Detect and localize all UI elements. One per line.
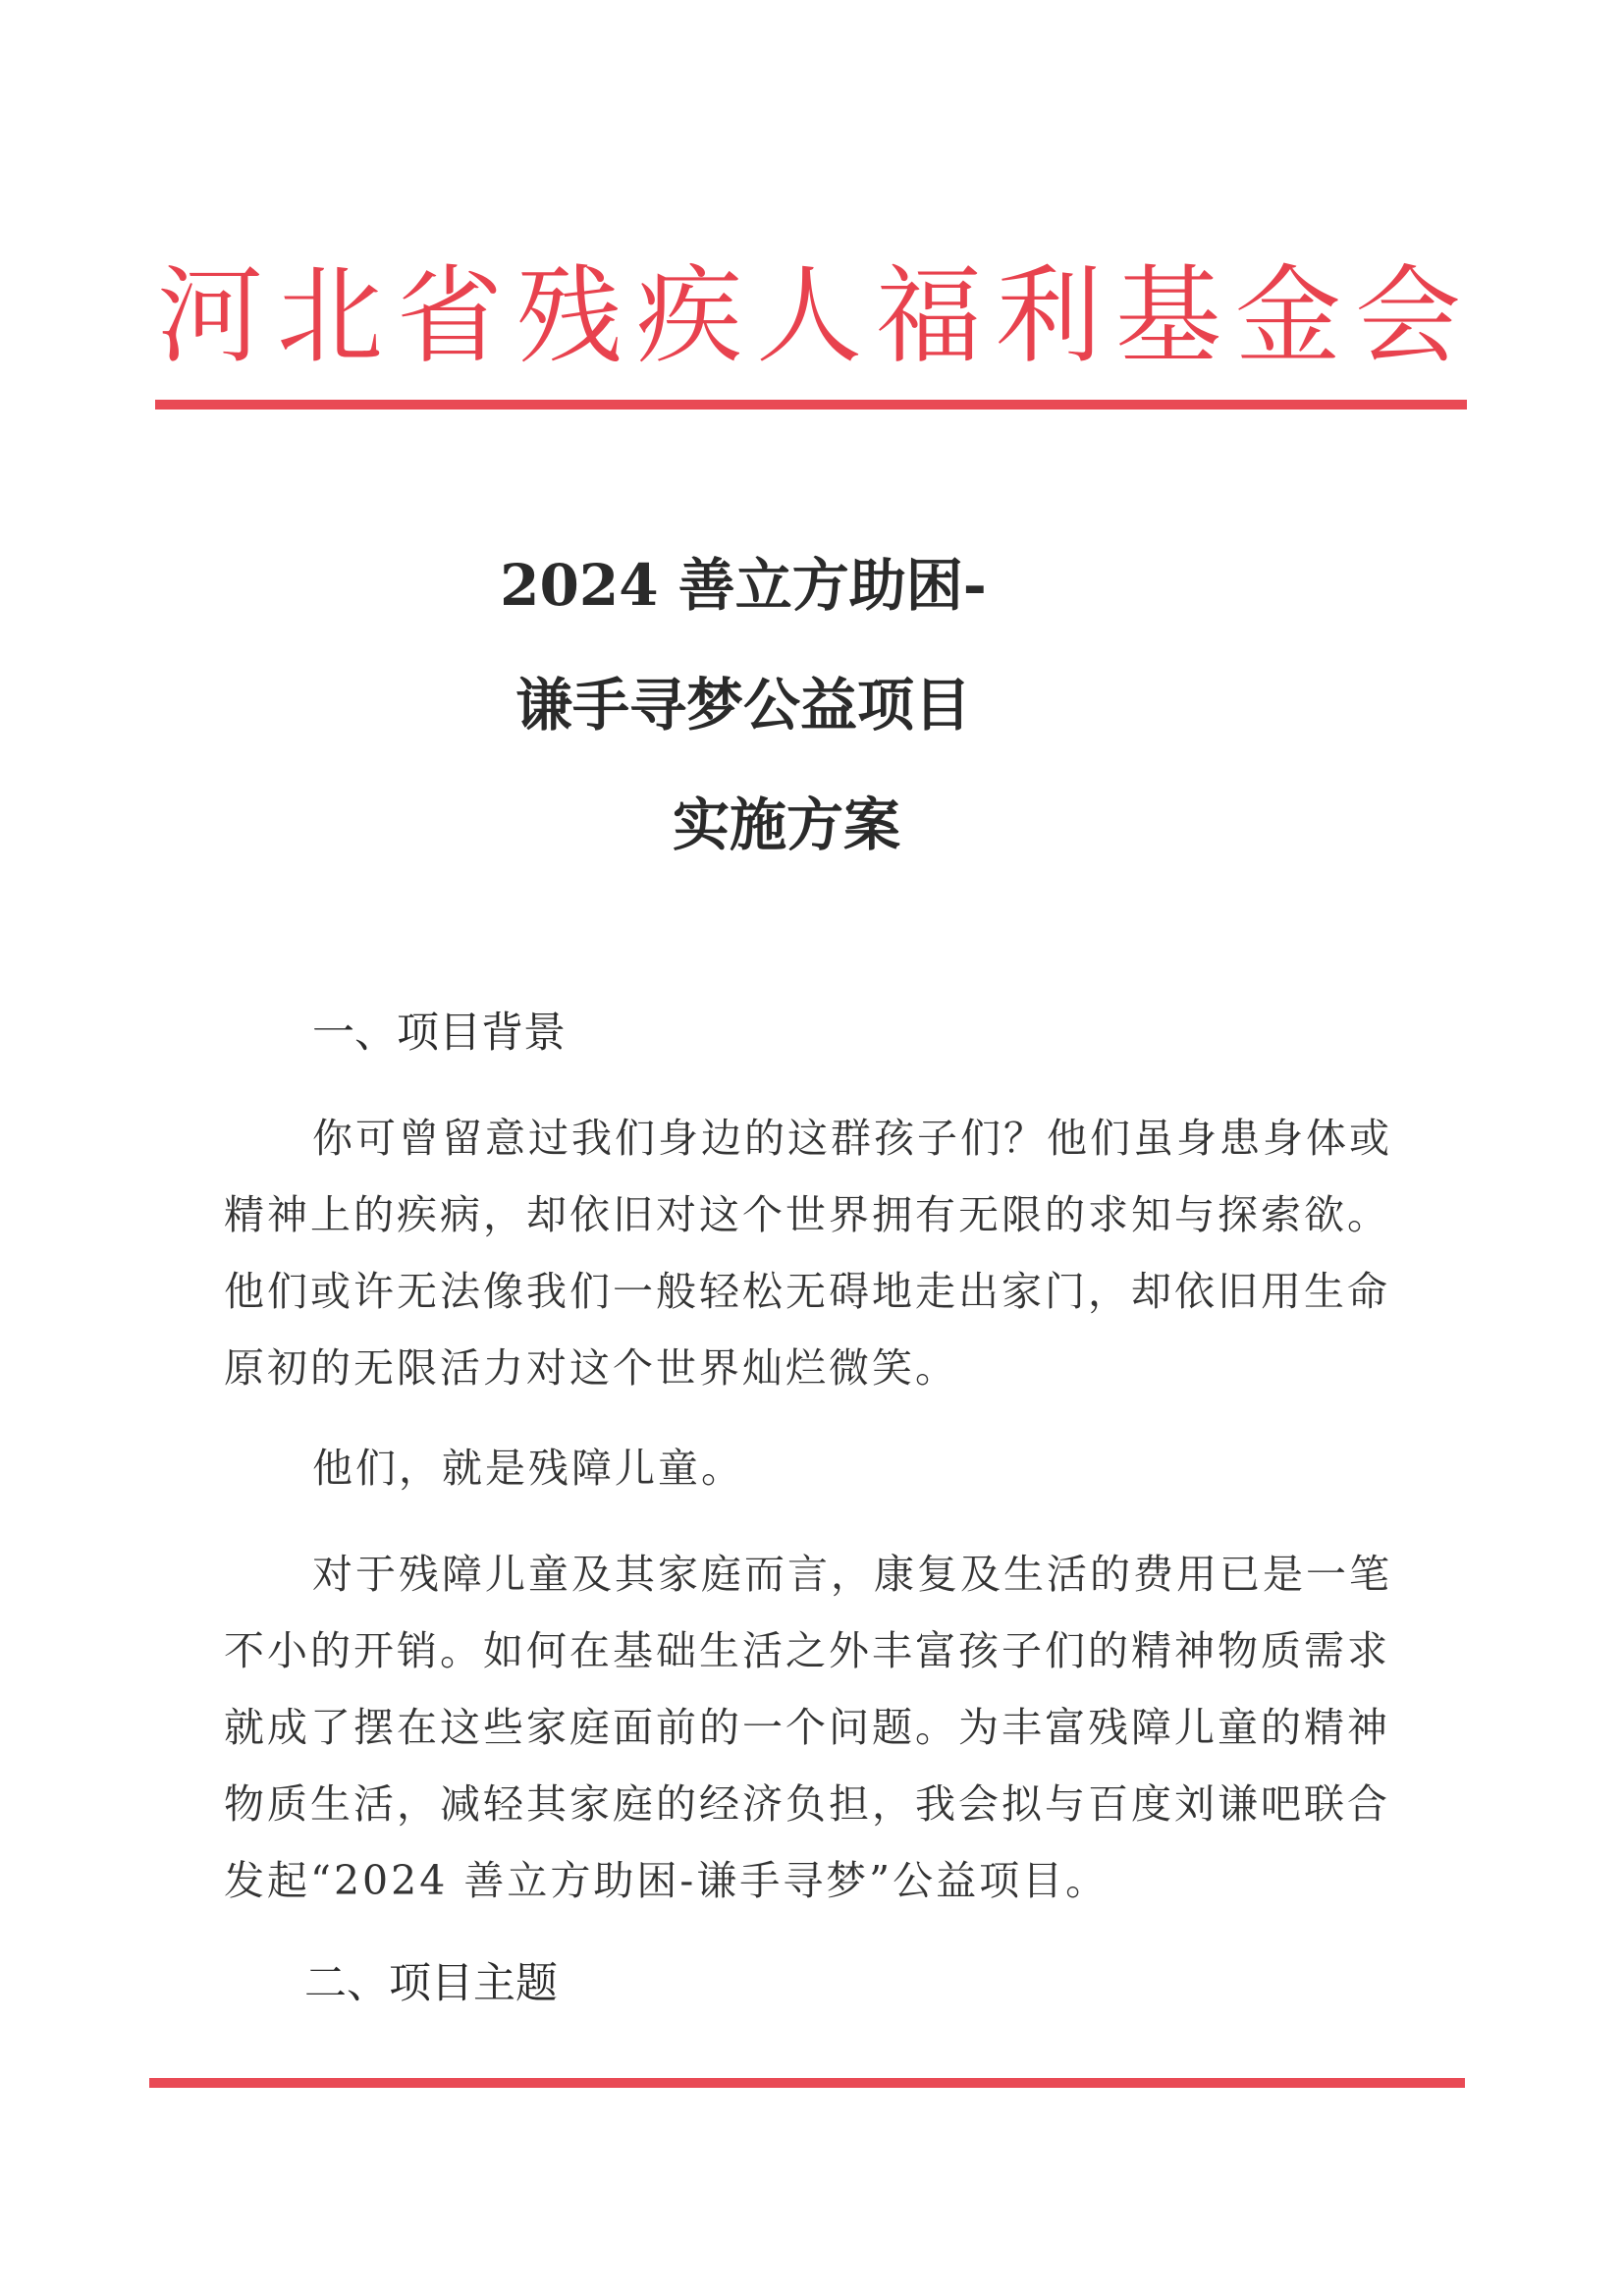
- paragraph-1: [224, 1100, 1402, 1406]
- paragraph-line: 就成了摆在这些家庭面前的一个问题。为丰富残障儿童的精神: [224, 1704, 1390, 1751]
- paragraph-line: 你可曾留意过我们身边的这群孩子们？他们虽身患身体或: [312, 1115, 1392, 1162]
- section-heading-background: 一、项目背景: [312, 1009, 566, 1058]
- paragraph-line: 原初的无限活力对这个世界灿烂微笑。: [224, 1344, 958, 1392]
- paragraph-line: 他们或许无法像我们一般轻松无碍地走出家门，却依旧用生命: [224, 1268, 1390, 1315]
- organization-letterhead: 河北省残疾人福利基金会: [157, 255, 1476, 378]
- paragraph-line: 物质生活，减轻其家庭的经济负担，我会拟与百度刘谦吧联合: [224, 1780, 1390, 1828]
- document-title-line-2: 谦手寻梦公益项目: [514, 672, 971, 738]
- paragraph-3: [224, 1536, 1402, 1919]
- paragraph-line: 对于残障儿童及其家庭而言，康复及生活的费用已是一笔: [312, 1551, 1392, 1598]
- paragraph-line: 精神上的疾病，却依旧对这个世界拥有无限的求知与探索欲。: [224, 1191, 1390, 1238]
- document-title-line-1: 2024 善立方助困-: [500, 552, 987, 619]
- paragraph-2: [224, 1430, 1402, 1506]
- paragraph-line: 他们，就是残障儿童。: [312, 1445, 744, 1492]
- footer-rule: [149, 2078, 1465, 2088]
- document-title-line-3: 实施方案: [672, 792, 900, 858]
- section-heading-theme: 二、项目主题: [304, 1959, 558, 2008]
- paragraph-line: 发起“2024 善立方助困-谦手寻梦”公益项目。: [224, 1857, 1110, 1904]
- paragraph-line: 不小的开销。如何在基础生活之外丰富孩子们的精神物质需求: [224, 1627, 1390, 1674]
- letterhead-top-rule: [155, 400, 1467, 410]
